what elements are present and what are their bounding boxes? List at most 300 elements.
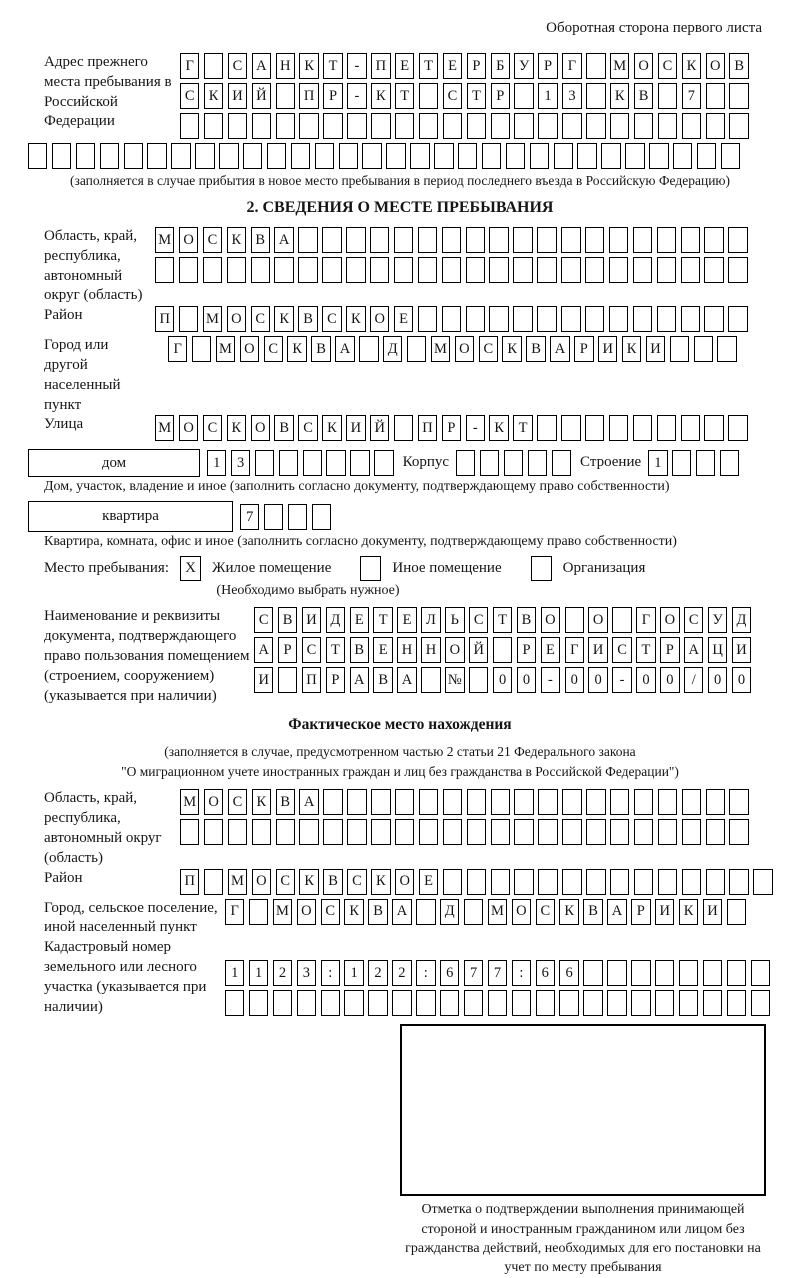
char-cell[interactable] xyxy=(315,143,334,169)
char-cell[interactable]: Р xyxy=(491,83,510,109)
char-cell[interactable]: О xyxy=(445,637,464,663)
char-cell[interactable]: : xyxy=(512,960,531,986)
char-cell[interactable]: О xyxy=(706,53,725,79)
char-cell[interactable] xyxy=(704,227,723,253)
char-cell[interactable] xyxy=(565,607,584,633)
char-cell[interactable] xyxy=(610,869,629,895)
char-cell[interactable]: 0 xyxy=(565,667,584,693)
char-cell[interactable]: Р xyxy=(326,667,345,693)
char-cell[interactable] xyxy=(370,227,389,253)
char-cell[interactable]: К xyxy=(344,899,363,925)
char-cell[interactable] xyxy=(537,306,556,332)
char-cell[interactable] xyxy=(350,450,369,476)
char-cell[interactable] xyxy=(633,415,652,441)
char-cell[interactable]: В xyxy=(729,53,748,79)
zhiloe-checkbox[interactable]: X xyxy=(180,556,201,581)
char-cell[interactable]: Б xyxy=(491,53,510,79)
char-cell[interactable]: 7 xyxy=(240,504,259,530)
char-cell[interactable]: 7 xyxy=(682,83,701,109)
char-cell[interactable] xyxy=(609,257,628,283)
char-cell[interactable]: К xyxy=(252,789,271,815)
char-cell[interactable] xyxy=(607,990,626,1016)
char-cell[interactable] xyxy=(488,990,507,1016)
char-cell[interactable] xyxy=(180,819,199,845)
char-cell[interactable]: Д xyxy=(440,899,459,925)
char-cell[interactable] xyxy=(346,257,365,283)
char-cell[interactable] xyxy=(704,415,723,441)
char-cell[interactable] xyxy=(491,113,510,139)
char-cell[interactable] xyxy=(180,113,199,139)
char-cell[interactable]: Г xyxy=(565,637,584,663)
char-cell[interactable] xyxy=(672,450,691,476)
char-cell[interactable] xyxy=(562,869,581,895)
char-cell[interactable] xyxy=(538,789,557,815)
char-cell[interactable] xyxy=(601,143,620,169)
char-cell[interactable]: 1 xyxy=(538,83,557,109)
char-cell[interactable]: Е xyxy=(443,53,462,79)
char-cell[interactable]: Т xyxy=(395,83,414,109)
char-cell[interactable]: Р xyxy=(323,83,342,109)
char-cell[interactable]: С xyxy=(658,53,677,79)
char-cell[interactable] xyxy=(585,415,604,441)
char-cell[interactable] xyxy=(506,143,525,169)
char-cell[interactable]: И xyxy=(598,336,617,362)
char-cell[interactable]: С xyxy=(298,415,317,441)
char-cell[interactable]: М xyxy=(610,53,629,79)
char-cell[interactable]: В xyxy=(634,83,653,109)
char-cell[interactable]: С xyxy=(228,53,247,79)
char-cell[interactable] xyxy=(504,450,523,476)
char-cell[interactable]: П xyxy=(302,667,321,693)
char-cell[interactable]: Е xyxy=(395,53,414,79)
char-cell[interactable] xyxy=(249,990,268,1016)
char-cell[interactable] xyxy=(368,990,387,1016)
char-cell[interactable]: К xyxy=(204,83,223,109)
char-cell[interactable]: В xyxy=(368,899,387,925)
char-cell[interactable] xyxy=(537,227,556,253)
char-cell[interactable]: 2 xyxy=(273,960,292,986)
char-cell[interactable] xyxy=(537,257,556,283)
char-cell[interactable] xyxy=(442,306,461,332)
char-cell[interactable] xyxy=(466,227,485,253)
char-cell[interactable] xyxy=(703,990,722,1016)
char-cell[interactable]: О xyxy=(179,415,198,441)
char-cell[interactable]: Й xyxy=(252,83,271,109)
char-cell[interactable] xyxy=(658,869,677,895)
char-cell[interactable]: 3 xyxy=(562,83,581,109)
char-cell[interactable] xyxy=(443,869,462,895)
char-cell[interactable] xyxy=(203,257,222,283)
char-cell[interactable]: К xyxy=(682,53,701,79)
char-cell[interactable] xyxy=(204,869,223,895)
char-cell[interactable] xyxy=(297,990,316,1016)
char-cell[interactable] xyxy=(753,869,772,895)
char-cell[interactable] xyxy=(443,113,462,139)
char-cell[interactable] xyxy=(703,960,722,986)
char-cell[interactable] xyxy=(717,336,736,362)
char-cell[interactable]: 2 xyxy=(392,960,411,986)
char-cell[interactable] xyxy=(344,990,363,1016)
char-cell[interactable]: К xyxy=(227,415,246,441)
char-cell[interactable] xyxy=(729,869,748,895)
char-cell[interactable]: С xyxy=(612,637,631,663)
char-cell[interactable]: И xyxy=(346,415,365,441)
char-cell[interactable] xyxy=(727,960,746,986)
char-cell[interactable]: 0 xyxy=(517,667,536,693)
char-cell[interactable] xyxy=(276,113,295,139)
char-cell[interactable] xyxy=(298,227,317,253)
char-cell[interactable]: М xyxy=(228,869,247,895)
char-cell[interactable] xyxy=(631,990,650,1016)
char-cell[interactable] xyxy=(682,113,701,139)
char-cell[interactable] xyxy=(493,637,512,663)
char-cell[interactable] xyxy=(52,143,71,169)
char-cell[interactable]: 1 xyxy=(225,960,244,986)
char-cell[interactable] xyxy=(681,227,700,253)
char-cell[interactable] xyxy=(706,869,725,895)
char-cell[interactable] xyxy=(386,143,405,169)
char-cell[interactable] xyxy=(562,819,581,845)
char-cell[interactable]: К xyxy=(322,415,341,441)
char-cell[interactable] xyxy=(559,990,578,1016)
apartment-type-box[interactable]: квартира xyxy=(28,501,233,532)
char-cell[interactable]: П xyxy=(418,415,437,441)
char-cell[interactable] xyxy=(586,819,605,845)
char-cell[interactable] xyxy=(536,990,555,1016)
char-cell[interactable] xyxy=(227,257,246,283)
char-cell[interactable] xyxy=(467,113,486,139)
char-cell[interactable]: А xyxy=(274,227,293,253)
char-cell[interactable]: О xyxy=(634,53,653,79)
char-cell[interactable] xyxy=(394,227,413,253)
char-cell[interactable]: С xyxy=(254,607,273,633)
char-cell[interactable]: В xyxy=(251,227,270,253)
char-cell[interactable] xyxy=(514,819,533,845)
char-cell[interactable]: 6 xyxy=(559,960,578,986)
char-cell[interactable]: О xyxy=(227,306,246,332)
char-cell[interactable]: О xyxy=(251,415,270,441)
char-cell[interactable]: : xyxy=(416,960,435,986)
char-cell[interactable]: О xyxy=(541,607,560,633)
char-cell[interactable]: В xyxy=(298,306,317,332)
char-cell[interactable] xyxy=(466,306,485,332)
char-cell[interactable]: М xyxy=(155,227,174,253)
char-cell[interactable] xyxy=(538,113,557,139)
char-cell[interactable] xyxy=(434,143,453,169)
char-cell[interactable] xyxy=(100,143,119,169)
char-cell[interactable]: В xyxy=(517,607,536,633)
char-cell[interactable]: М xyxy=(488,899,507,925)
char-cell[interactable]: А xyxy=(550,336,569,362)
char-cell[interactable]: № xyxy=(445,667,464,693)
char-cell[interactable] xyxy=(585,306,604,332)
char-cell[interactable] xyxy=(658,819,677,845)
char-cell[interactable] xyxy=(609,415,628,441)
char-cell[interactable] xyxy=(607,960,626,986)
char-cell[interactable]: Р xyxy=(574,336,593,362)
char-cell[interactable] xyxy=(219,143,238,169)
char-cell[interactable] xyxy=(649,143,668,169)
char-cell[interactable] xyxy=(370,257,389,283)
char-cell[interactable]: А xyxy=(299,789,318,815)
char-cell[interactable] xyxy=(729,83,748,109)
char-cell[interactable]: Й xyxy=(370,415,389,441)
char-cell[interactable]: Н xyxy=(276,53,295,79)
char-cell[interactable] xyxy=(655,960,674,986)
char-cell[interactable] xyxy=(538,819,557,845)
char-cell[interactable] xyxy=(347,789,366,815)
char-cell[interactable] xyxy=(252,113,271,139)
char-cell[interactable] xyxy=(76,143,95,169)
char-cell[interactable]: Р xyxy=(631,899,650,925)
char-cell[interactable] xyxy=(374,450,393,476)
char-cell[interactable] xyxy=(554,143,573,169)
char-cell[interactable]: В xyxy=(583,899,602,925)
char-cell[interactable] xyxy=(464,899,483,925)
char-cell[interactable]: Д xyxy=(383,336,402,362)
char-cell[interactable] xyxy=(634,789,653,815)
char-cell[interactable] xyxy=(228,819,247,845)
char-cell[interactable] xyxy=(720,450,739,476)
char-cell[interactable]: П xyxy=(180,869,199,895)
char-cell[interactable] xyxy=(264,504,283,530)
char-cell[interactable] xyxy=(514,789,533,815)
char-cell[interactable]: К xyxy=(679,899,698,925)
char-cell[interactable]: К xyxy=(299,53,318,79)
char-cell[interactable]: И xyxy=(588,637,607,663)
char-cell[interactable] xyxy=(323,113,342,139)
char-cell[interactable] xyxy=(466,257,485,283)
org-checkbox[interactable] xyxy=(531,556,552,581)
char-cell[interactable] xyxy=(392,990,411,1016)
char-cell[interactable] xyxy=(416,990,435,1016)
char-cell[interactable] xyxy=(728,415,747,441)
char-cell[interactable] xyxy=(657,227,676,253)
char-cell[interactable] xyxy=(491,819,510,845)
char-cell[interactable]: Т xyxy=(467,83,486,109)
char-cell[interactable] xyxy=(347,113,366,139)
char-cell[interactable] xyxy=(586,113,605,139)
char-cell[interactable]: Ь xyxy=(445,607,464,633)
char-cell[interactable] xyxy=(339,143,358,169)
char-cell[interactable] xyxy=(728,257,747,283)
char-cell[interactable]: И xyxy=(655,899,674,925)
char-cell[interactable] xyxy=(359,336,378,362)
char-cell[interactable] xyxy=(633,257,652,283)
char-cell[interactable] xyxy=(147,143,166,169)
char-cell[interactable] xyxy=(464,990,483,1016)
char-cell[interactable] xyxy=(679,960,698,986)
char-cell[interactable]: И xyxy=(703,899,722,925)
char-cell[interactable]: С xyxy=(276,869,295,895)
char-cell[interactable]: Р xyxy=(278,637,297,663)
char-cell[interactable]: С xyxy=(347,869,366,895)
char-cell[interactable] xyxy=(561,257,580,283)
char-cell[interactable] xyxy=(179,306,198,332)
char-cell[interactable] xyxy=(681,415,700,441)
char-cell[interactable] xyxy=(514,869,533,895)
char-cell[interactable]: И xyxy=(228,83,247,109)
char-cell[interactable] xyxy=(278,667,297,693)
char-cell[interactable] xyxy=(681,257,700,283)
char-cell[interactable]: М xyxy=(431,336,450,362)
char-cell[interactable] xyxy=(299,113,318,139)
char-cell[interactable]: Й xyxy=(469,637,488,663)
char-cell[interactable] xyxy=(696,450,715,476)
char-cell[interactable]: С xyxy=(203,227,222,253)
char-cell[interactable] xyxy=(697,143,716,169)
char-cell[interactable] xyxy=(681,306,700,332)
char-cell[interactable]: С xyxy=(203,415,222,441)
char-cell[interactable] xyxy=(610,113,629,139)
char-cell[interactable] xyxy=(514,83,533,109)
char-cell[interactable]: 1 xyxy=(249,960,268,986)
char-cell[interactable] xyxy=(706,113,725,139)
char-cell[interactable] xyxy=(326,450,345,476)
char-cell[interactable]: 7 xyxy=(464,960,483,986)
char-cell[interactable]: С xyxy=(479,336,498,362)
char-cell[interactable] xyxy=(585,227,604,253)
char-cell[interactable] xyxy=(657,306,676,332)
char-cell[interactable]: А xyxy=(684,637,703,663)
char-cell[interactable]: В xyxy=(323,869,342,895)
house-type-box[interactable]: дом xyxy=(28,449,200,477)
char-cell[interactable]: С xyxy=(228,789,247,815)
char-cell[interactable]: Р xyxy=(517,637,536,663)
char-cell[interactable] xyxy=(491,789,510,815)
char-cell[interactable]: У xyxy=(708,607,727,633)
char-cell[interactable]: 3 xyxy=(297,960,316,986)
char-cell[interactable]: О xyxy=(179,227,198,253)
char-cell[interactable]: Е xyxy=(350,607,369,633)
char-cell[interactable] xyxy=(243,143,262,169)
char-cell[interactable] xyxy=(562,789,581,815)
char-cell[interactable]: О xyxy=(297,899,316,925)
char-cell[interactable]: П xyxy=(155,306,174,332)
char-cell[interactable]: К xyxy=(502,336,521,362)
char-cell[interactable] xyxy=(673,143,692,169)
char-cell[interactable]: - xyxy=(347,53,366,79)
char-cell[interactable]: К xyxy=(371,869,390,895)
char-cell[interactable]: А xyxy=(254,637,273,663)
char-cell[interactable]: А xyxy=(392,899,411,925)
char-cell[interactable]: С xyxy=(469,607,488,633)
char-cell[interactable]: Т xyxy=(326,637,345,663)
char-cell[interactable]: В xyxy=(350,637,369,663)
char-cell[interactable]: А xyxy=(335,336,354,362)
char-cell[interactable]: В xyxy=(278,607,297,633)
char-cell[interactable]: С xyxy=(536,899,555,925)
char-cell[interactable] xyxy=(279,450,298,476)
char-cell[interactable] xyxy=(273,990,292,1016)
char-cell[interactable]: У xyxy=(514,53,533,79)
char-cell[interactable] xyxy=(634,869,653,895)
char-cell[interactable] xyxy=(362,143,381,169)
char-cell[interactable] xyxy=(419,83,438,109)
char-cell[interactable]: К xyxy=(559,899,578,925)
char-cell[interactable] xyxy=(610,819,629,845)
char-cell[interactable]: О xyxy=(660,607,679,633)
char-cell[interactable] xyxy=(612,607,631,633)
char-cell[interactable]: К xyxy=(622,336,641,362)
char-cell[interactable] xyxy=(469,667,488,693)
char-cell[interactable]: : xyxy=(321,960,340,986)
char-cell[interactable]: Т xyxy=(373,607,392,633)
char-cell[interactable] xyxy=(204,113,223,139)
char-cell[interactable]: 0 xyxy=(493,667,512,693)
char-cell[interactable] xyxy=(727,899,746,925)
char-cell[interactable] xyxy=(513,227,532,253)
char-cell[interactable] xyxy=(419,113,438,139)
char-cell[interactable]: 0 xyxy=(732,667,751,693)
char-cell[interactable]: К xyxy=(287,336,306,362)
char-cell[interactable] xyxy=(583,990,602,1016)
char-cell[interactable] xyxy=(704,257,723,283)
char-cell[interactable]: М xyxy=(273,899,292,925)
char-cell[interactable] xyxy=(299,819,318,845)
char-cell[interactable] xyxy=(751,990,770,1016)
char-cell[interactable]: 0 xyxy=(708,667,727,693)
char-cell[interactable]: О xyxy=(252,869,271,895)
char-cell[interactable]: Д xyxy=(326,607,345,633)
char-cell[interactable]: С xyxy=(684,607,703,633)
char-cell[interactable]: С xyxy=(264,336,283,362)
char-cell[interactable]: Р xyxy=(660,637,679,663)
char-cell[interactable]: - xyxy=(466,415,485,441)
char-cell[interactable]: А xyxy=(397,667,416,693)
char-cell[interactable] xyxy=(729,789,748,815)
char-cell[interactable]: К xyxy=(274,306,293,332)
char-cell[interactable] xyxy=(658,789,677,815)
char-cell[interactable] xyxy=(418,227,437,253)
char-cell[interactable] xyxy=(528,450,547,476)
char-cell[interactable]: В xyxy=(526,336,545,362)
char-cell[interactable] xyxy=(609,306,628,332)
char-cell[interactable]: - xyxy=(541,667,560,693)
char-cell[interactable] xyxy=(585,257,604,283)
char-cell[interactable] xyxy=(458,143,477,169)
char-cell[interactable] xyxy=(512,990,531,1016)
char-cell[interactable] xyxy=(561,306,580,332)
char-cell[interactable] xyxy=(395,789,414,815)
char-cell[interactable]: А xyxy=(607,899,626,925)
char-cell[interactable] xyxy=(192,336,211,362)
char-cell[interactable]: Т xyxy=(513,415,532,441)
char-cell[interactable]: К xyxy=(227,227,246,253)
char-cell[interactable]: С xyxy=(443,83,462,109)
char-cell[interactable]: В xyxy=(373,667,392,693)
char-cell[interactable] xyxy=(195,143,214,169)
char-cell[interactable] xyxy=(276,83,295,109)
char-cell[interactable]: 3 xyxy=(231,450,250,476)
char-cell[interactable]: Е xyxy=(541,637,560,663)
char-cell[interactable]: К xyxy=(346,306,365,332)
char-cell[interactable] xyxy=(633,306,652,332)
char-cell[interactable] xyxy=(706,789,725,815)
char-cell[interactable]: Е xyxy=(419,869,438,895)
char-cell[interactable] xyxy=(467,869,486,895)
char-cell[interactable] xyxy=(625,143,644,169)
char-cell[interactable]: О xyxy=(204,789,223,815)
char-cell[interactable]: И xyxy=(732,637,751,663)
char-cell[interactable] xyxy=(682,869,701,895)
char-cell[interactable] xyxy=(252,819,271,845)
char-cell[interactable] xyxy=(255,450,274,476)
char-cell[interactable]: М xyxy=(155,415,174,441)
char-cell[interactable] xyxy=(513,257,532,283)
char-cell[interactable]: О xyxy=(455,336,474,362)
char-cell[interactable] xyxy=(514,113,533,139)
